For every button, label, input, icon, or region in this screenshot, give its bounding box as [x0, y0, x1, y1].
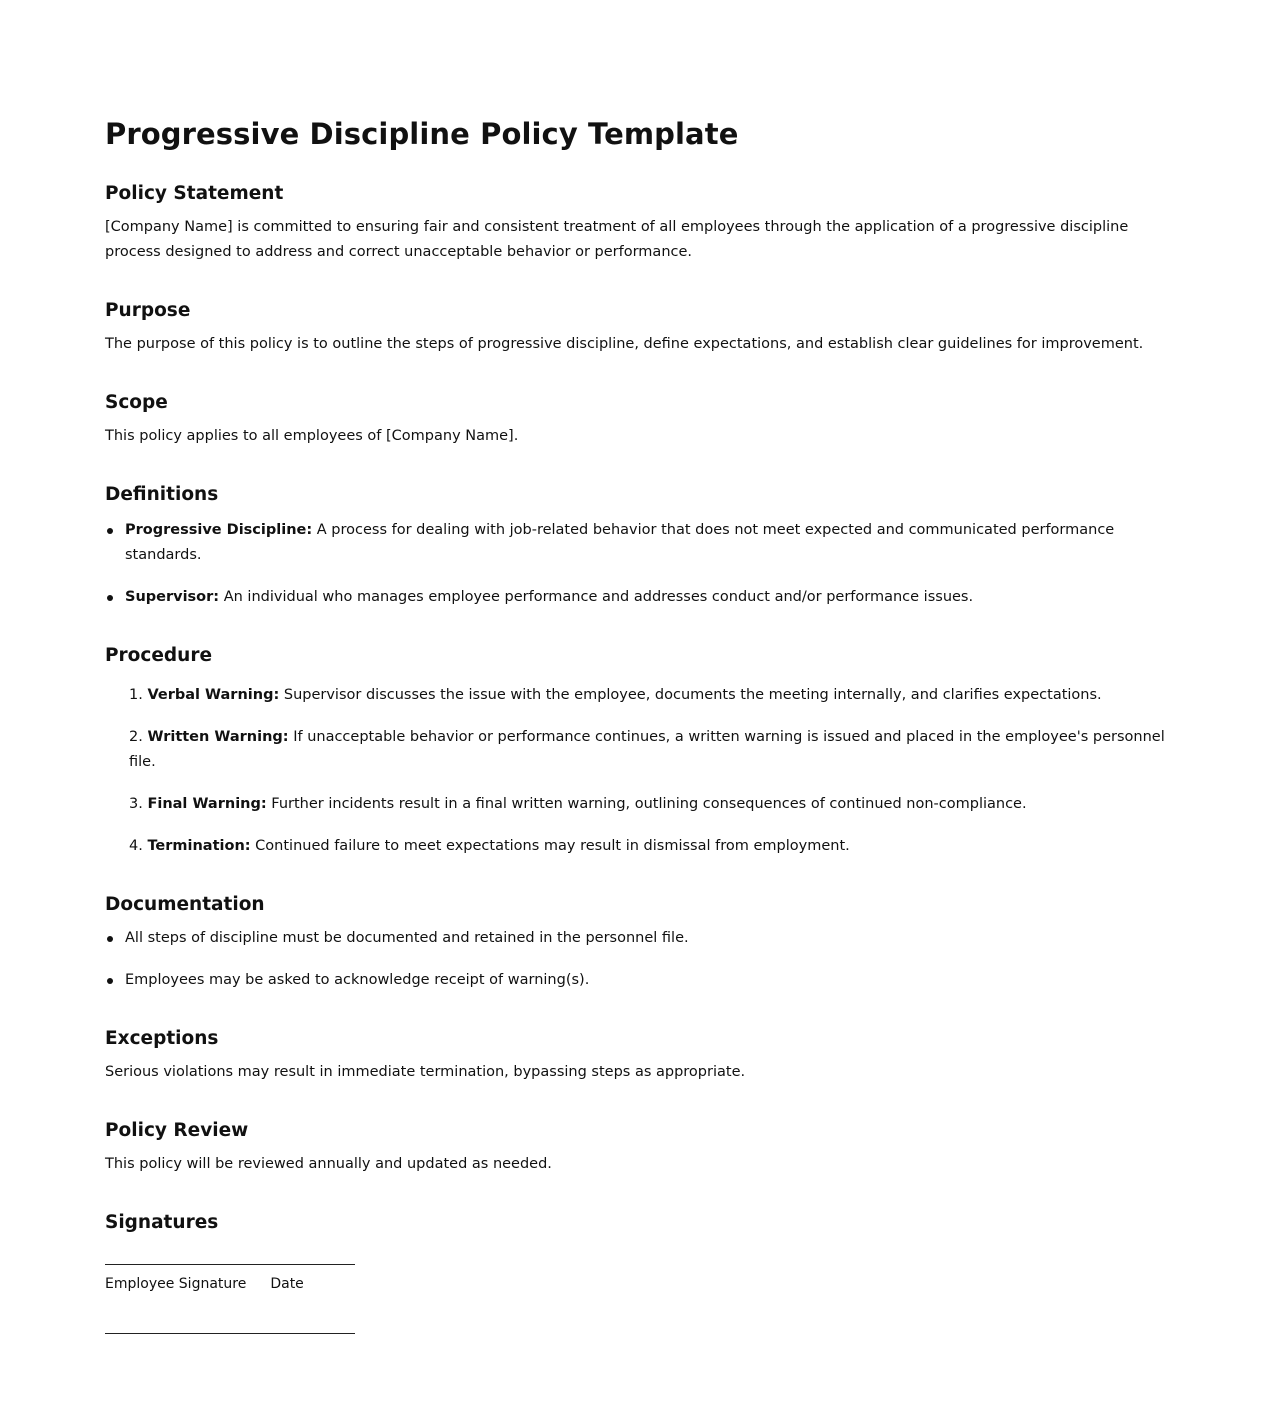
employee-signature-line[interactable]: [105, 1264, 355, 1265]
definition-item: [105, 585, 1165, 610]
procedure-step: [129, 834, 1165, 859]
section-scope: [105, 390, 1165, 449]
section-body: Serious violations may result in immediate termination, bypassing steps as appropriate.: [105, 1064, 746, 1080]
section-heading: Purpose: [105, 300, 191, 321]
section-signatures: [105, 1210, 1165, 1334]
step-text: If unacceptable behavior or performance continues, a written warning is issued and placed in the employee's personnel file.: [129, 729, 1165, 770]
step-text: Supervisor discusses the issue with the employee, documents the meeting internally, and clarifies expectations.: [279, 687, 1102, 703]
section-procedure: [105, 643, 1165, 859]
section-heading: Definitions: [105, 484, 219, 505]
section-policy-statement: [105, 181, 1165, 265]
section-heading: Policy Statement: [105, 183, 284, 204]
definition-item: [105, 518, 1165, 568]
definition-term: Supervisor:: [125, 589, 220, 605]
section-definitions: [105, 482, 1165, 610]
section-exceptions: [105, 1026, 1165, 1085]
step-term: Written Warning:: [147, 729, 289, 745]
step-number: 1.: [129, 687, 143, 703]
procedure-step: [129, 683, 1165, 708]
section-body: This policy applies to all employees of [Company Name].: [105, 428, 519, 444]
step-term: Termination:: [147, 838, 251, 854]
section-heading: Procedure: [105, 645, 212, 666]
definition-text: A process for dealing with job-related behavior that does not meet expected and communicated performance standards.: [125, 522, 1115, 563]
documentation-item: [105, 968, 1165, 993]
supervisor-signature-line[interactable]: [105, 1333, 355, 1334]
section-heading: Exceptions: [105, 1028, 219, 1049]
documentation-list: [105, 926, 1165, 993]
procedure-steps-list: [105, 683, 1165, 859]
step-number: 3.: [129, 796, 143, 812]
step-text: Further incidents result in a final written warning, outlining consequences of continued non-compliance.: [266, 796, 1027, 812]
procedure-step: [129, 725, 1165, 775]
section-body: This policy will be reviewed annually and updated as needed.: [105, 1156, 552, 1172]
procedure-step: [129, 792, 1165, 817]
step-text: Continued failure to meet expectations may result in dismissal from employment.: [250, 838, 850, 854]
section-purpose: [105, 298, 1165, 357]
section-policy-review: [105, 1118, 1165, 1177]
bullet-icon: [107, 528, 113, 534]
date-label: Date: [270, 1276, 304, 1292]
section-heading: Policy Review: [105, 1120, 249, 1141]
employee-signature-label: Employee Signature: [105, 1276, 247, 1292]
bullet-icon: [107, 978, 113, 984]
documentation-text: Employees may be asked to acknowledge receipt of warning(s).: [125, 972, 590, 988]
step-number: 2.: [129, 729, 143, 745]
documentation-text: All steps of discipline must be documented and retained in the personnel file.: [125, 930, 689, 946]
definition-text: An individual who manages employee performance and addresses conduct and/or performance issues.: [219, 589, 974, 605]
section-body: The purpose of this policy is to outline the steps of progressive discipline, define expectations, and establish clear guidelines for improvement.: [105, 336, 1144, 352]
step-term: Final Warning:: [147, 796, 267, 812]
signature-labels: [105, 1274, 1165, 1294]
step-number: 4.: [129, 838, 143, 854]
section-heading: Documentation: [105, 894, 265, 915]
signature-block: [105, 1264, 1165, 1334]
section-heading: Scope: [105, 392, 168, 413]
bullet-icon: [107, 595, 113, 601]
section-heading: Signatures: [105, 1212, 219, 1233]
section-documentation: [105, 892, 1165, 993]
document-title: Progressive Discipline Policy Template: [105, 117, 739, 151]
section-body: [Company Name] is committed to ensuring fair and consistent treatment of all employees through the application of a progressive discipline process designed to address and correct unacceptable behavior or performance.: [105, 219, 1129, 260]
definitions-list: [105, 518, 1165, 610]
step-term: Verbal Warning:: [147, 687, 280, 703]
bullet-icon: [107, 936, 113, 942]
definition-term: Progressive Discipline:: [125, 522, 313, 538]
documentation-item: [105, 926, 1165, 951]
